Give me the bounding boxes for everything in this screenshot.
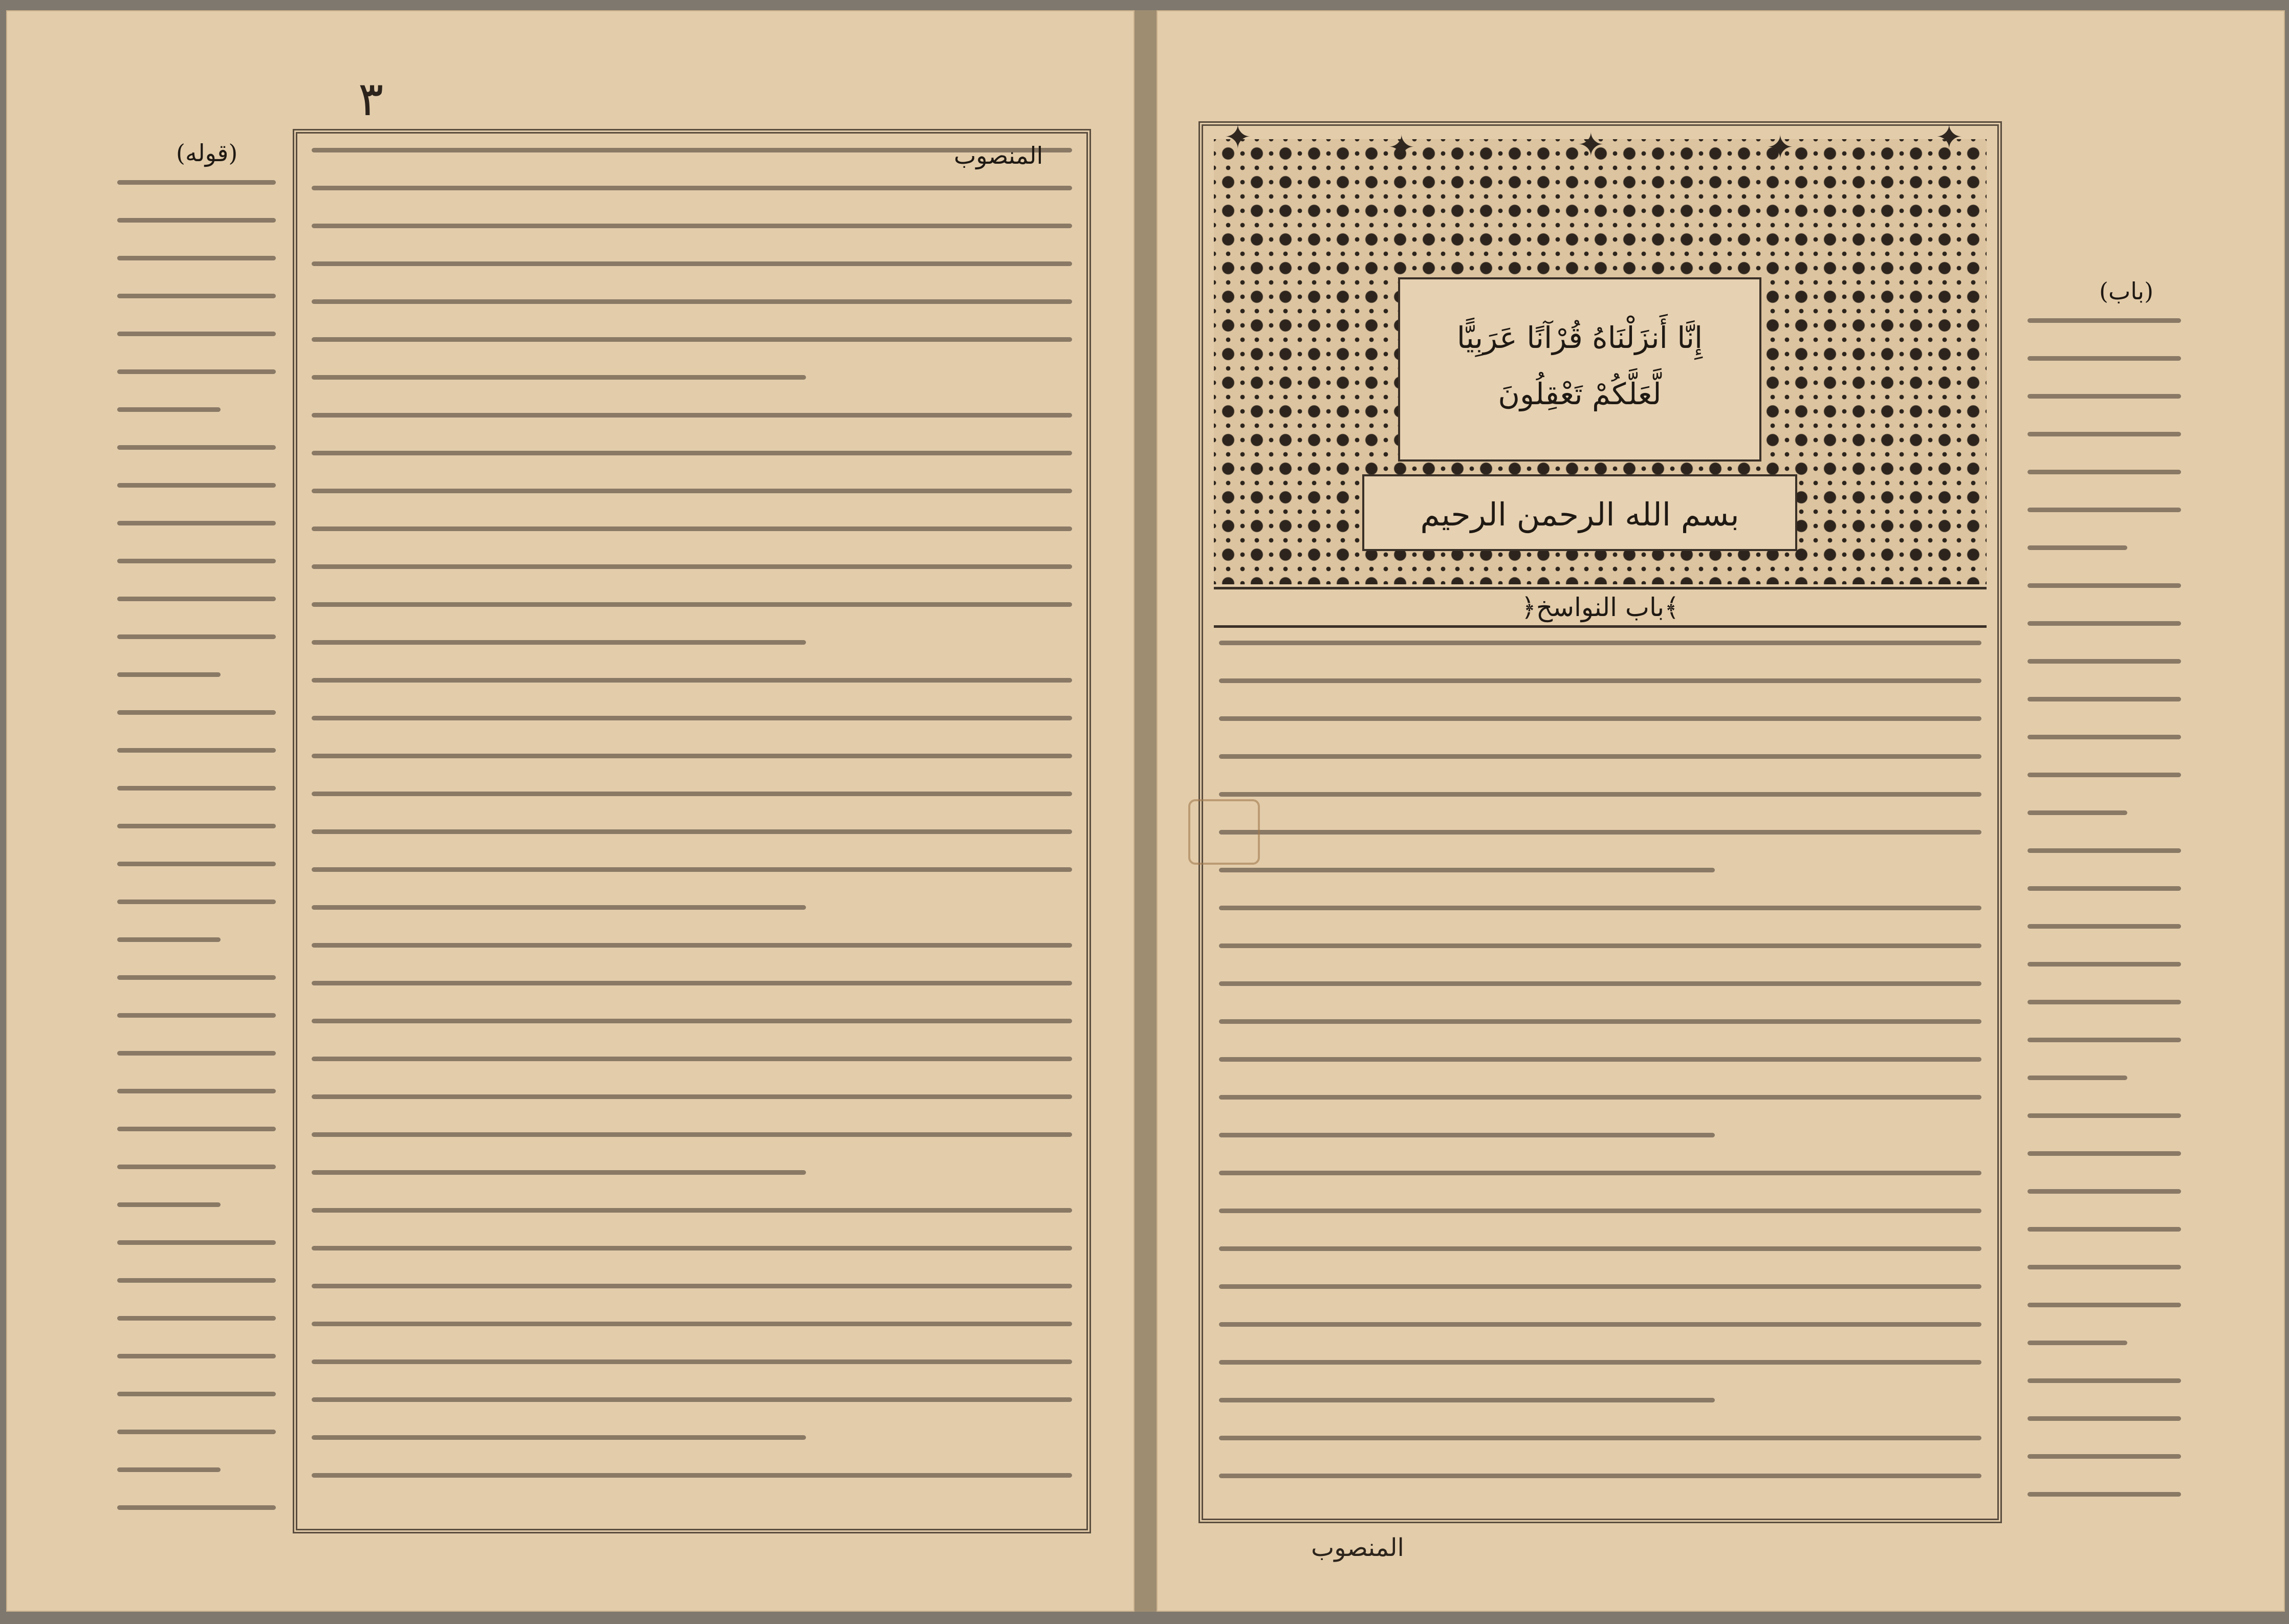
text-line: [117, 975, 276, 980]
text-line: [2028, 432, 2181, 436]
text-line: [2028, 356, 2181, 361]
text-line: [1219, 1398, 1715, 1402]
margin-text-lines: [2028, 318, 2181, 1526]
text-line: [2028, 1151, 2181, 1156]
text-line: [2028, 1303, 2181, 1307]
text-line: [1219, 1095, 1981, 1100]
left-body-opening: المنصوب: [954, 142, 1043, 169]
text-line: [117, 1202, 221, 1207]
text-line: [117, 1354, 276, 1358]
text-line: [312, 1208, 1072, 1213]
text-line: [1219, 830, 1981, 835]
text-line: [117, 445, 276, 450]
text-line: [117, 672, 221, 677]
text-line: [1219, 1057, 1981, 1062]
text-line: [117, 899, 276, 904]
ornament-star-icon: ✦: [1935, 119, 1963, 157]
text-line: [1219, 1360, 1981, 1365]
text-line: [312, 754, 1072, 758]
text-line: [2028, 886, 2181, 891]
text-line: [2028, 1227, 2181, 1232]
text-line: [312, 526, 1072, 531]
basmala: بسم الله الرحمن الرحيم: [1420, 496, 1739, 533]
text-line: [117, 521, 276, 525]
text-line: [117, 1127, 276, 1131]
text-line: [117, 332, 276, 336]
text-line: [117, 1278, 276, 1283]
text-line: [2028, 1076, 2127, 1080]
text-line: [312, 1322, 1072, 1326]
text-line: [312, 186, 1072, 190]
basmala-panel: [1362, 474, 1797, 551]
text-line: [312, 337, 1072, 342]
verse-panel: [1398, 277, 1761, 462]
text-line: [2028, 583, 2181, 588]
text-line: [2028, 1113, 2181, 1118]
text-line: [2028, 773, 2181, 777]
text-line: [312, 1473, 1072, 1478]
text-line: [2028, 697, 2181, 701]
text-line: [312, 564, 1072, 569]
text-line: [1219, 792, 1981, 797]
text-line: [312, 981, 1072, 985]
text-line: [2028, 1265, 2181, 1269]
text-line: [117, 1316, 276, 1321]
text-line: [312, 224, 1072, 228]
text-line: [117, 294, 276, 298]
ornament-star-icon: ✦: [1577, 126, 1605, 164]
text-line: [312, 1397, 1072, 1402]
text-line: [312, 413, 1072, 418]
left-page: [6, 10, 1135, 1612]
text-line: [2028, 1378, 2181, 1383]
section-heading: ﴿باب النواسخ﴾: [1521, 592, 1680, 622]
text-line: [117, 218, 276, 223]
text-line: [117, 1013, 276, 1018]
text-line: [1219, 1171, 1981, 1175]
text-line: [2028, 394, 2181, 399]
text-line: [312, 1284, 1072, 1288]
text-line: [312, 640, 806, 645]
text-line: [1219, 943, 1981, 948]
text-line: [2028, 962, 2181, 967]
text-line: [312, 716, 1072, 720]
right-page: [1157, 10, 2285, 1612]
text-line: [1219, 1474, 1981, 1478]
text-line: [312, 602, 1072, 607]
text-line: [1219, 678, 1981, 683]
text-line: [2028, 621, 2181, 626]
stamp-icon: [1188, 799, 1260, 865]
text-line: [2028, 1189, 2181, 1194]
body-text-lines: [1219, 641, 1981, 1510]
text-line: [117, 1392, 276, 1396]
text-line: [1219, 1322, 1981, 1327]
text-line: [312, 1359, 1072, 1364]
text-line: [312, 792, 1072, 796]
verse-line-2: لَّعَلَّكُمْ تَعْقِلُونَ: [1498, 377, 1662, 411]
section-heading-strip: [1214, 587, 1987, 628]
text-line: [117, 1467, 221, 1472]
text-line: [117, 862, 276, 866]
text-line: [312, 829, 1072, 834]
text-line: [1219, 716, 1981, 721]
text-line: [312, 1132, 1072, 1137]
margin-text-lines: [117, 180, 276, 1541]
text-line: [117, 369, 276, 374]
text-line: [117, 1430, 276, 1434]
text-line: [2028, 545, 2127, 550]
main-text-frame: [293, 129, 1091, 1533]
text-line: [2028, 1000, 2181, 1004]
text-line: [1219, 1436, 1981, 1440]
text-line: [312, 489, 1072, 493]
text-line: [1219, 1246, 1981, 1251]
text-line: [117, 1165, 276, 1169]
text-line: [117, 559, 276, 563]
text-line: [2028, 508, 2181, 512]
text-line: [2028, 810, 2127, 815]
text-line: [312, 1435, 806, 1440]
text-line: [1219, 906, 1981, 910]
text-line: [1219, 1209, 1981, 1213]
text-line: [1219, 1133, 1715, 1137]
text-line: [117, 1505, 276, 1510]
text-line: [117, 748, 276, 753]
text-line: [2028, 659, 2181, 664]
text-line: [312, 451, 1072, 455]
text-line: [117, 710, 276, 715]
text-line: [117, 786, 276, 791]
text-line: [117, 597, 276, 601]
text-line: [117, 824, 276, 828]
text-line: [2028, 924, 2181, 929]
margin-note-label: (قوله): [176, 139, 238, 167]
text-line: [312, 1019, 1072, 1023]
text-line: [117, 1240, 276, 1245]
verse-line-1: إِنَّا أَنزَلْنَاهُ قُرْآنًا عَرَبِيًّا: [1456, 320, 1703, 355]
ornament-star-icon: ✦: [1224, 119, 1252, 157]
text-line: [117, 407, 221, 412]
text-line: [312, 1094, 1072, 1099]
text-line: [2028, 1454, 2181, 1459]
text-line: [117, 256, 276, 260]
text-line: [2028, 848, 2181, 853]
ornament-star-icon: ✦: [1388, 129, 1415, 167]
text-line: [2028, 1341, 2127, 1345]
text-line: [312, 261, 1072, 266]
text-line: [117, 483, 276, 488]
text-line: [2028, 735, 2181, 739]
text-line: [312, 905, 806, 910]
text-line: [117, 180, 276, 185]
text-line: [312, 1170, 806, 1175]
text-line: [1219, 641, 1981, 645]
text-line: [117, 1089, 276, 1093]
text-line: [312, 1246, 1072, 1250]
text-line: [1219, 981, 1981, 986]
text-line: [2028, 1038, 2181, 1042]
text-line: [2028, 318, 2181, 323]
text-line: [312, 299, 1072, 304]
text-line: [117, 634, 276, 639]
text-line: [312, 375, 806, 380]
text-line: [1219, 754, 1981, 759]
text-line: [1219, 1284, 1981, 1289]
text-line: [312, 1057, 1072, 1061]
chapter-label: (باب): [2099, 277, 2154, 305]
text-line: [2028, 1492, 2181, 1497]
text-line: [1219, 1019, 1981, 1024]
book-gutter: [1135, 10, 1157, 1612]
ornament-star-icon: ✦: [1767, 129, 1794, 167]
catchword: المنصوب: [1311, 1533, 1404, 1562]
text-line: [117, 937, 221, 942]
text-line: [312, 678, 1072, 683]
text-line: [312, 867, 1072, 872]
text-line: [1219, 868, 1715, 872]
text-line: [2028, 1416, 2181, 1421]
text-line: [2028, 470, 2181, 474]
page-number: ٣: [358, 72, 384, 126]
main-text-lines: [312, 148, 1072, 1515]
text-line: [117, 1051, 276, 1056]
text-line: [312, 943, 1072, 948]
